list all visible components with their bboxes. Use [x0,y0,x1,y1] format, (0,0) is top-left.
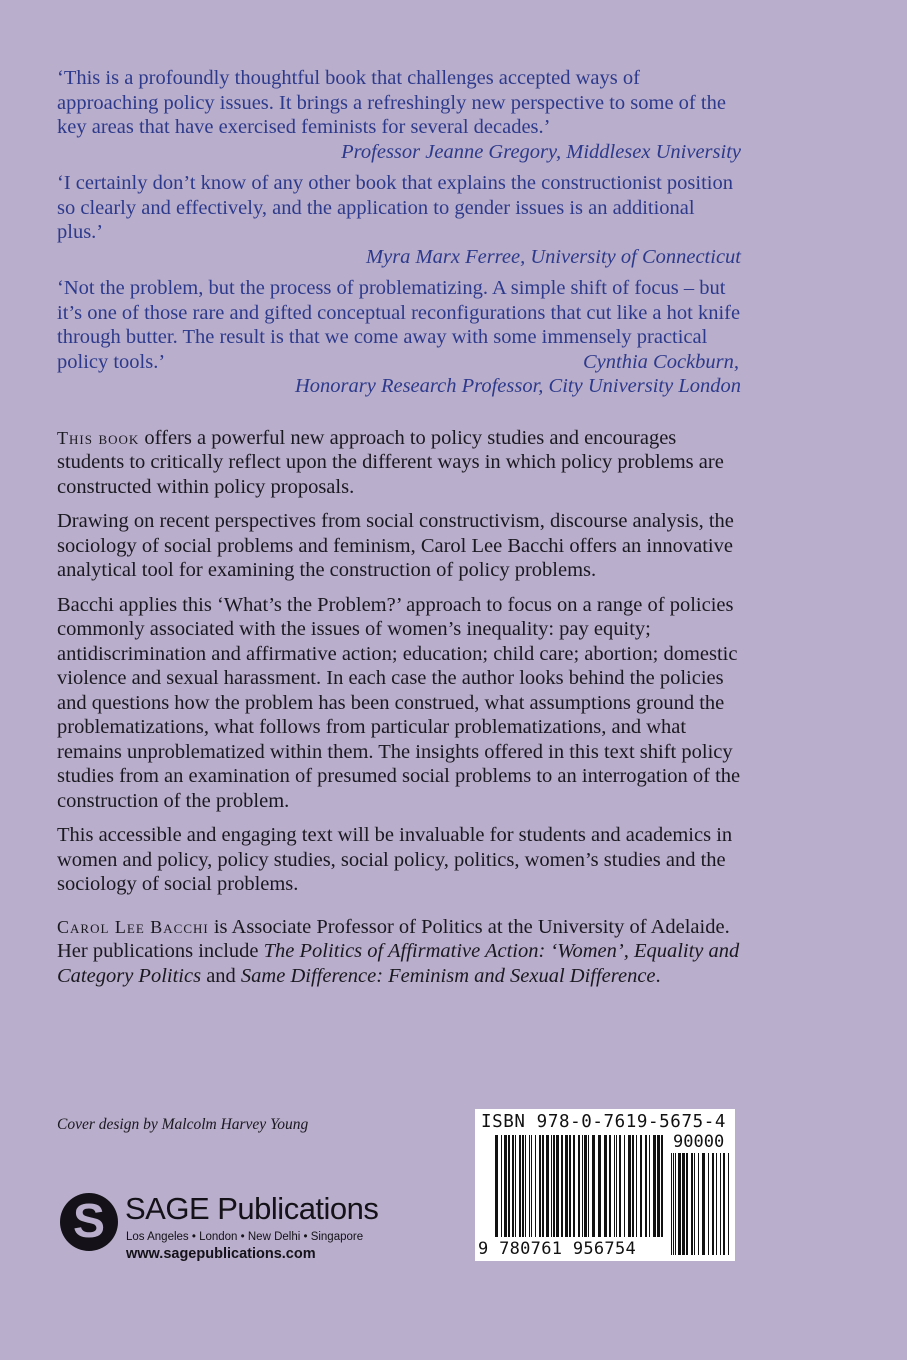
sage-logo-icon [60,1193,118,1251]
barcode-bar [508,1135,510,1237]
barcode-bar [546,1135,549,1237]
barcode-bar [556,1135,559,1237]
barcode-bar [582,1135,583,1237]
barcode-bar [675,1153,676,1255]
lead-in: This book [57,427,140,448]
barcode-bar [522,1135,524,1237]
barcode-bar [535,1135,536,1237]
barcode-bar [645,1135,647,1237]
barcode-bar [531,1135,532,1237]
barcode-bar [649,1135,650,1237]
barcode-bar [614,1135,615,1237]
barcode-bar [512,1135,514,1237]
barcode-bar [529,1135,530,1237]
description-paragraph-3: Bacchi applies this ‘What’s the Problem?’ approach to focus on a range of policies commonly associated with the issues of women’s inequality: pay equity; antidiscrimination and affirmative action; education; child care; abortion; domestic violence and sexual harassment. In each case the author looks behind the policies and questions how the problem has been construed, what assumptions ground the problematizations, what follows from particular problematizations, and what remains unproblematized within them. The insights offered in this text shift policy studies from an examination of presumed social problems to an interrogation of the construction of the problem. [57,593,741,812]
review-quote-1 [57,66,741,164]
paragraph-text: offers a powerful new approach to policy studies and encourages students to critically reflect upon the different ways in which policy problems are constructed within policy proposals. [57,426,724,498]
publisher-block [60,1191,390,1271]
barcode-bar [728,1153,729,1255]
quote-attribution-affiliation: Honorary Research Professor, City University London [294,375,741,397]
barcode-bar [691,1153,693,1255]
barcode-bar [519,1135,521,1237]
barcode-bar [702,1153,705,1255]
isbn-label: ISBN 978-0-7619-5675-4 [481,1112,726,1132]
barcode-bar [619,1135,621,1237]
barcode-bar [720,1153,721,1255]
review-quote-2 [57,171,741,269]
cover-design-credit: Cover design by Malcolm Harvey Young [57,1116,309,1133]
barcode-bar [609,1135,611,1237]
barcode-bar [551,1135,552,1237]
barcode-bar [578,1135,580,1237]
barcode-bar [653,1135,656,1237]
barcode-bar [673,1153,674,1255]
barcode-bar [712,1153,714,1255]
logo-letter: S [72,1195,105,1248]
description-paragraph-1 [57,426,741,500]
ean-number: 9 780761 956754 [478,1239,637,1259]
barcode-bar [657,1135,660,1237]
barcode-bar [640,1135,642,1237]
author-name: Carol Lee Bacchi [57,916,209,937]
description-paragraph-4: This accessible and engaging text will be invaluable for students and academics in women and policy, policy studies, social policy, politics, women’s studies and the sociology of social problems. [57,824,733,895]
barcode-bar [584,1135,587,1237]
barcode-bar [636,1135,637,1237]
publisher-url: www.sagepublications.com [126,1246,316,1262]
barcode-bar [598,1135,601,1237]
quote-attribution: Myra Marx Ferree, University of Connecticut [366,245,741,268]
quote-text: ‘Not the problem, but the process of problematizing. A simple shift of focus – but it’s one of those rare and gifted conceptual reconfigurations that cut like a hot knife through butter. The result is that we come away with some immensely practical policy tools.’ [57,277,741,373]
barcode-bar [588,1135,589,1237]
barcode-bar [553,1135,555,1237]
barcode-bar [682,1153,685,1255]
quote-attribution: Professor Jeanne Gregory, Middlesex University [341,140,741,163]
barcode-bar [624,1135,625,1237]
description-paragraph-2: Drawing on recent perspectives from social constructivism, discourse analysis, the sociology of social problems and feminism, Carol Lee Bacchi offers an innovative analytical tool for examining the construction of policy problems. [57,510,734,581]
bio-text: . [655,964,661,987]
barcode-bar [515,1135,516,1237]
barcode-bar [539,1135,541,1237]
addon-price-code: 90000 [673,1132,725,1152]
barcode-bar [495,1135,498,1237]
barcode-bar [501,1135,502,1237]
barcode-bar [604,1135,607,1237]
quote-text: ‘I certainly don’t know of any other book that explains the constructionist position so clearly and effectively, and the application to gender issues is an additional plus.’ [57,172,733,243]
barcode-bar [616,1135,617,1237]
barcode-bar [661,1135,663,1237]
barcode-bar [504,1135,507,1237]
author-bio [57,915,741,989]
quote-text: ‘This is a profoundly thoughtful book that challenges accepted ways of approaching policy issues. It brings a refreshingly new perspective to some of the key areas that have exercised feminists for several decades.’ [57,67,726,138]
quote-attribution: Cynthia Cockburn, [582,350,739,373]
bio-text: and [201,964,241,987]
barcode-bar [525,1135,526,1237]
book-title: Same Difference: Feminism and Sexual Difference [240,964,656,987]
review-quote-3 [57,276,741,399]
barcode-bar [592,1135,595,1237]
publisher-name: SAGE Publications [125,1191,379,1226]
barcode-bar [723,1153,725,1255]
bio-text: is Associate Professor of Politics at the University of Adelaide. Her publications include [57,915,730,962]
barcode-bar [716,1153,717,1255]
barcode-bar [686,1153,688,1255]
barcode-bar [628,1135,631,1237]
barcode-bar [708,1153,709,1255]
back-cover-text [57,66,741,998]
barcode-bar [698,1153,699,1255]
barcode-bar [569,1135,571,1237]
barcode-bar [573,1135,575,1237]
barcode-bar [671,1153,672,1255]
barcode-bar [561,1135,563,1237]
barcode-bar [565,1135,568,1237]
publisher-cities: Los Angeles • London • New Delhi • Singapore [126,1231,364,1243]
barcode-bar [694,1153,695,1255]
barcode-bar [678,1153,681,1255]
barcode-bar [542,1135,544,1237]
book-title: The Politics of Affirmative Action: ‘Women’, Equality and Category Politics [57,940,740,987]
barcode-bar [632,1135,634,1237]
isbn-barcode [475,1109,735,1261]
